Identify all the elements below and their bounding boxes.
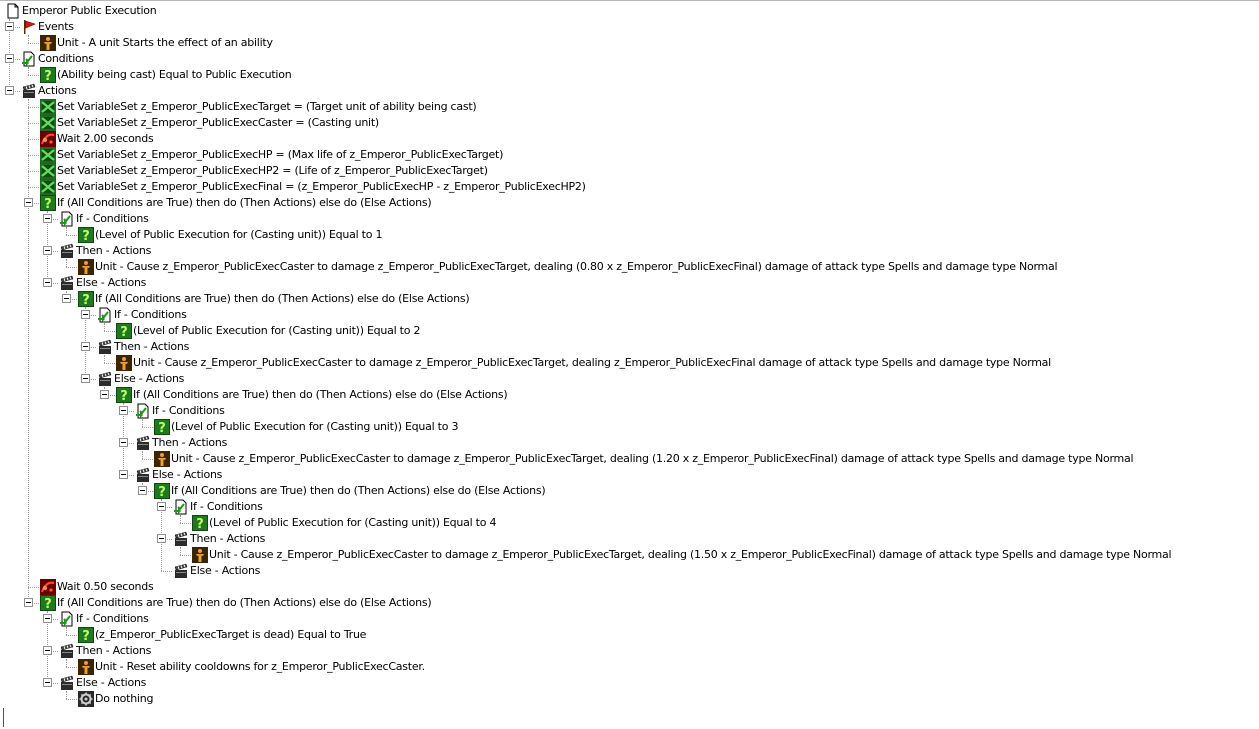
tree-node[interactable] (0, 563, 1250, 579)
condition-question-icon (116, 323, 132, 339)
svg-text:?: ? (82, 229, 90, 243)
tree-node[interactable] (0, 419, 1250, 435)
actions-clapper-icon (97, 339, 113, 355)
tree-node-label[interactable]: Wait 2.00 seconds (57, 132, 154, 145)
tree-node[interactable] (0, 131, 1250, 147)
actions-clapper-icon (59, 243, 75, 259)
tree-node[interactable] (0, 467, 1250, 483)
collapse-toggle[interactable] (43, 614, 52, 623)
unit-action-icon (154, 451, 170, 467)
tree-node-label[interactable]: Conditions (38, 52, 94, 65)
collapse-toggle[interactable] (43, 214, 52, 223)
tree-node-label[interactable]: Unit - Cause z_Emperor_PublicExecCaster to damage z_Emperor_PublicExecTarget, dealing (1.20 x z_Emperor_PublicExecFinal) damage of attack type Spells and damage type Normal (171, 452, 1134, 465)
tree-node[interactable] (0, 51, 1250, 67)
tree-node-label[interactable]: (Level of Public Execution for (Casting unit)) Equal to 2 (133, 324, 421, 337)
tree-node-label[interactable]: Events (38, 20, 74, 33)
tree-node-label[interactable]: Unit - Cause z_Emperor_PublicExecCaster to damage z_Emperor_PublicExecTarget, dealing z_Emperor_PublicExecFinal damage of attack type Spells and damage type Normal (133, 356, 1051, 369)
tree-node[interactable] (0, 243, 1250, 259)
tree-node-label[interactable]: Then - Actions (76, 244, 152, 257)
tree-node-label[interactable]: If (All Conditions are True) then do (Then Actions) else do (Else Actions) (133, 388, 508, 401)
tree-node-label[interactable]: Unit - A unit Starts the effect of an ability (57, 36, 273, 49)
if-then-else-icon (154, 483, 170, 499)
tree-node[interactable] (0, 179, 1250, 195)
tree-node-label[interactable]: If - Conditions (76, 212, 149, 225)
tree-node[interactable] (0, 275, 1250, 291)
tree-node[interactable] (0, 35, 1250, 51)
collapse-toggle[interactable] (100, 390, 109, 399)
tree-node-label[interactable]: Else - Actions (114, 372, 185, 385)
collapse-toggle[interactable] (24, 598, 33, 607)
tree-node-label[interactable]: (Level of Public Execution for (Casting unit)) Equal to 3 (171, 420, 459, 433)
tree-node[interactable] (0, 115, 1250, 131)
tree-node-label[interactable]: Set VariableSet z_Emperor_PublicExecHP2 = (Life of z_Emperor_PublicExecTarget) (57, 164, 488, 177)
actions-clapper-icon (59, 643, 75, 659)
conditions-icon (97, 307, 113, 323)
collapse-toggle[interactable] (119, 438, 128, 447)
tree-node[interactable] (0, 371, 1250, 387)
svg-text:?: ? (196, 517, 204, 531)
tree-node-label[interactable]: Emperor Public Execution (22, 4, 157, 17)
tree-node-label[interactable]: Unit - Cause z_Emperor_PublicExecCaster to damage z_Emperor_PublicExecTarget, dealing (1.50 x z_Emperor_PublicExecFinal) damage of attack type Spells and damage type Normal (209, 548, 1172, 561)
tree-node-label[interactable]: (z_Emperor_PublicExecTarget is dead) Equal to True (95, 628, 367, 641)
tree-node[interactable] (0, 547, 1250, 563)
tree-node[interactable] (0, 99, 1250, 115)
tree-node[interactable] (0, 387, 1250, 403)
actions-clapper-icon (173, 531, 189, 547)
tree-node[interactable] (0, 259, 1250, 275)
tree-node[interactable] (0, 435, 1250, 451)
unit-action-icon (192, 547, 208, 563)
collapse-toggle[interactable] (5, 22, 14, 31)
collapse-toggle[interactable] (5, 54, 14, 63)
condition-question-icon (192, 515, 208, 531)
collapse-toggle[interactable] (24, 198, 33, 207)
tree-node[interactable] (0, 483, 1250, 499)
tree-node[interactable] (0, 515, 1250, 531)
tree-node-label[interactable]: (Level of Public Execution for (Casting unit)) Equal to 4 (209, 516, 497, 529)
wait-icon (40, 579, 56, 595)
actions-clapper-icon (135, 435, 151, 451)
events-flag-icon (21, 19, 37, 35)
tree-node-label[interactable]: Then - Actions (114, 340, 190, 353)
tree-node-label[interactable]: Else - Actions (190, 564, 261, 577)
tree-node-label[interactable]: Set VariableSet z_Emperor_PublicExecHP = (Max life of z_Emperor_PublicExecTarget) (57, 148, 504, 161)
set-variable-icon (40, 115, 56, 131)
condition-question-icon (154, 419, 170, 435)
if-then-else-icon (40, 195, 56, 211)
conditions-icon (173, 499, 189, 515)
svg-text:?: ? (44, 197, 52, 211)
actions-clapper-icon (21, 83, 37, 99)
tree-node[interactable] (0, 227, 1250, 243)
tree-node-label[interactable]: If - Conditions (76, 612, 149, 625)
actions-clapper-icon (135, 467, 151, 483)
set-variable-icon (40, 147, 56, 163)
actions-clapper-icon (59, 275, 75, 291)
do-nothing-gear-icon (78, 691, 94, 707)
tree-node[interactable] (0, 163, 1250, 179)
tree-node[interactable] (0, 291, 1250, 307)
tree-node[interactable] (0, 499, 1250, 515)
tree-node-label[interactable]: Set VariableSet z_Emperor_PublicExecTarget = (Target unit of ability being cast) (57, 100, 477, 113)
collapse-toggle[interactable] (43, 646, 52, 655)
tree-node[interactable] (0, 307, 1250, 323)
collapse-toggle[interactable] (62, 294, 71, 303)
tree-node[interactable] (0, 403, 1250, 419)
actions-clapper-icon (59, 675, 75, 691)
collapse-toggle[interactable] (5, 86, 14, 95)
tree-node-label[interactable]: If (All Conditions are True) then do (Then Actions) else do (Else Actions) (171, 484, 546, 497)
tree-node-label[interactable]: Set VariableSet z_Emperor_PublicExecFinal = (z_Emperor_PublicExecHP - z_Emperor_PublicExecHP2) (57, 180, 586, 193)
set-variable-icon (40, 163, 56, 179)
tree-node-label[interactable]: Unit - Reset ability cooldowns for z_Emperor_PublicExecCaster. (95, 660, 425, 673)
conditions-icon (59, 211, 75, 227)
tree-node[interactable] (0, 579, 1250, 595)
tree-node-label[interactable]: Wait 0.50 seconds (57, 580, 154, 593)
tree-node-label[interactable]: Then - Actions (76, 644, 152, 657)
condition-question-icon (78, 627, 94, 643)
tree-node[interactable] (0, 451, 1250, 467)
collapse-toggle[interactable] (157, 534, 166, 543)
collapse-toggle[interactable] (43, 678, 52, 687)
tree-node[interactable] (0, 627, 1250, 643)
tree-node[interactable] (0, 355, 1250, 371)
tree-node[interactable] (0, 3, 1250, 19)
wait-icon (40, 131, 56, 147)
svg-text:?: ? (44, 597, 52, 611)
tree-node[interactable] (0, 147, 1250, 163)
tree-node[interactable] (0, 195, 1250, 211)
collapse-toggle[interactable] (81, 374, 90, 383)
svg-text:?: ? (120, 389, 128, 403)
conditions-icon (59, 611, 75, 627)
actions-clapper-icon (97, 371, 113, 387)
collapse-toggle[interactable] (119, 406, 128, 415)
tree-node-label[interactable]: Then - Actions (152, 436, 228, 449)
tree-node-label[interactable]: If - Conditions (114, 308, 187, 321)
tree-node-label[interactable]: If (All Conditions are True) then do (Then Actions) else do (Else Actions) (57, 196, 432, 209)
if-then-else-icon (40, 595, 56, 611)
tree-node[interactable] (0, 531, 1250, 547)
unit-event-icon (40, 35, 56, 51)
collapse-toggle[interactable] (43, 246, 52, 255)
svg-text:?: ? (44, 69, 52, 83)
tree-node[interactable] (0, 675, 1250, 691)
tree-node-label[interactable]: (Ability being cast) Equal to Public Execution (57, 68, 292, 81)
if-then-else-icon (116, 387, 132, 403)
tree-node[interactable] (0, 659, 1250, 675)
tree-node-label[interactable]: Else - Actions (76, 676, 147, 689)
svg-text:?: ? (82, 293, 90, 307)
trigger-document-icon (5, 3, 21, 19)
tree-node[interactable] (0, 211, 1250, 227)
tree-node[interactable] (0, 19, 1250, 35)
tree-node[interactable] (0, 643, 1250, 659)
tree-node-label[interactable]: Unit - Cause z_Emperor_PublicExecCaster to damage z_Emperor_PublicExecTarget, dealing (0.80 x z_Emperor_PublicExecFinal) damage of attack type Spells and damage type Normal (95, 260, 1058, 273)
tree-node[interactable] (0, 83, 1250, 99)
collapse-toggle[interactable] (81, 342, 90, 351)
set-variable-icon (40, 179, 56, 195)
tree-node[interactable] (0, 611, 1250, 627)
svg-text:?: ? (158, 421, 166, 435)
svg-text:?: ? (120, 325, 128, 339)
tree-node[interactable] (0, 67, 1250, 83)
tree-node-label[interactable]: Actions (38, 84, 77, 97)
tree-node-label[interactable]: If (All Conditions are True) then do (Then Actions) else do (Else Actions) (57, 596, 432, 609)
set-variable-icon (40, 99, 56, 115)
unit-action-icon (78, 659, 94, 675)
svg-text:?: ? (82, 629, 90, 643)
collapse-toggle[interactable] (81, 310, 90, 319)
pane-edge (3, 708, 4, 727)
collapse-toggle[interactable] (138, 486, 147, 495)
condition-question-icon (78, 227, 94, 243)
tree-node-label[interactable]: Do nothing (95, 692, 154, 705)
tree-node-label[interactable]: Else - Actions (152, 468, 223, 481)
if-then-else-icon (78, 291, 94, 307)
collapse-toggle[interactable] (119, 470, 128, 479)
tree-node-label[interactable]: If (All Conditions are True) then do (Then Actions) else do (Else Actions) (95, 292, 470, 305)
unit-action-icon (78, 259, 94, 275)
tree-node[interactable] (0, 595, 1250, 611)
tree-node-label[interactable]: Then - Actions (190, 532, 266, 545)
tree-node[interactable] (0, 339, 1250, 355)
tree-node[interactable] (0, 691, 1250, 707)
condition-question-icon (40, 67, 56, 83)
tree-node-label[interactable]: (Level of Public Execution for (Casting unit)) Equal to 1 (95, 228, 383, 241)
actions-clapper-icon (173, 563, 189, 579)
tree-node-label[interactable]: If - Conditions (152, 404, 225, 417)
svg-text:?: ? (158, 485, 166, 499)
collapse-toggle[interactable] (157, 502, 166, 511)
conditions-icon (21, 51, 37, 67)
conditions-icon (135, 403, 151, 419)
tree-node-label[interactable]: Else - Actions (76, 276, 147, 289)
unit-action-icon (116, 355, 132, 371)
tree-node-label[interactable]: Set VariableSet z_Emperor_PublicExecCaster = (Casting unit) (57, 116, 379, 129)
tree-node[interactable] (0, 323, 1250, 339)
tree-node-label[interactable]: If - Conditions (190, 500, 263, 513)
collapse-toggle[interactable] (43, 278, 52, 287)
